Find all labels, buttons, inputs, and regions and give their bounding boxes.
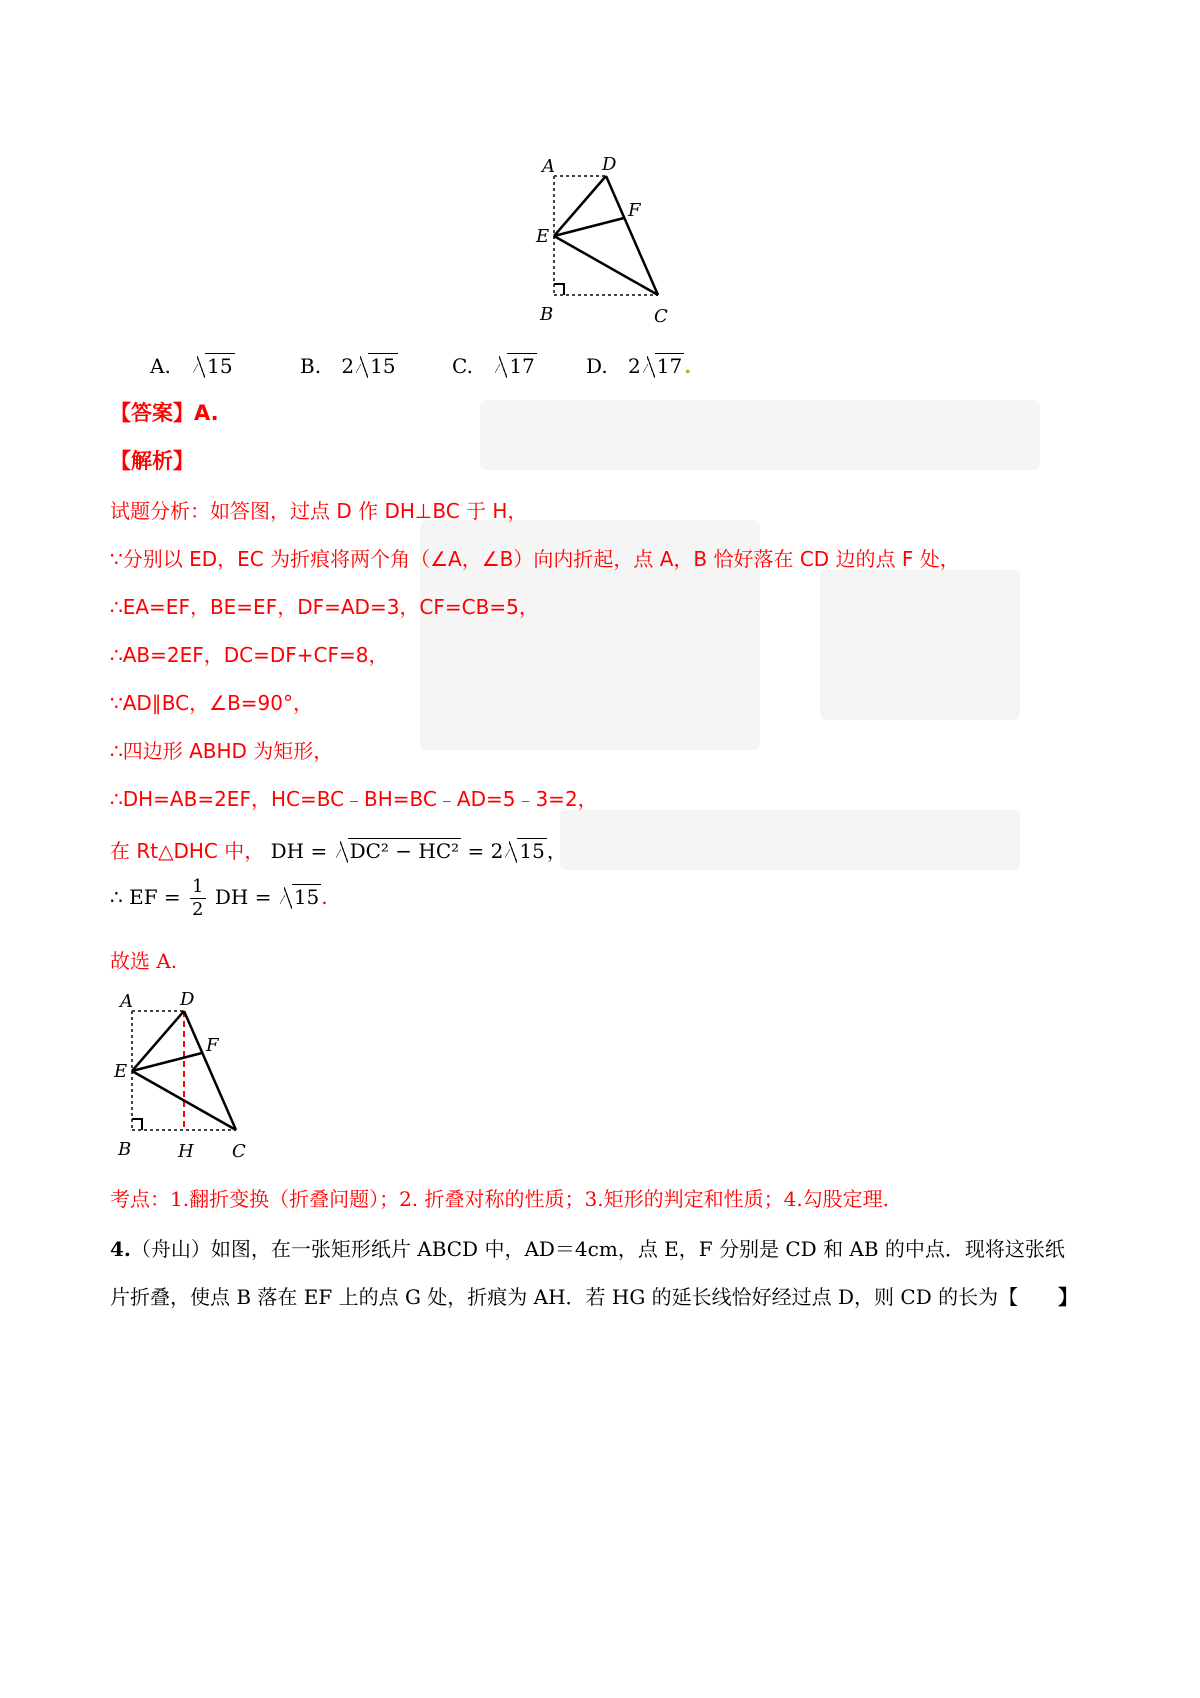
analysis-line-7: ∴DH=AB=2EF，HC=BC﹣BH=BC﹣AD=5﹣3=2， (110, 787, 598, 811)
label-a: A (120, 991, 133, 1012)
analysis-line-4: ∴AB=2EF，DC=DF+CF=8， (110, 643, 389, 667)
kaodian-line: 考点：1.翻折变换（折叠问题）；2. 折叠对称的性质；3.矩形的判定和性质；4.勾股定理. (110, 1187, 890, 1211)
watermark (820, 570, 1020, 720)
choice-radical (356, 354, 397, 378)
formula-tail: ， (546, 839, 567, 863)
label-e: E (114, 1061, 128, 1082)
label-f: F (628, 200, 641, 221)
choice-letter: B. (300, 354, 322, 378)
segment-ed (132, 1011, 184, 1071)
fraction-numerator: 1 (192, 876, 204, 897)
formula-prefix: ∴ (110, 885, 123, 909)
label-c: C (232, 1141, 246, 1162)
fraction-one-half (190, 876, 205, 921)
choice-d (586, 354, 691, 378)
formula-radical (280, 885, 321, 909)
choice-letter: C. (452, 354, 473, 378)
label-d: D (180, 989, 195, 1010)
choice-radical (495, 354, 536, 378)
formula-result-radicand: 15 (519, 839, 545, 863)
segment-dc (184, 1011, 236, 1130)
question-4-line-2 (110, 1281, 1078, 1310)
choice-c (452, 354, 537, 378)
figure-1-diagram (530, 150, 690, 335)
label-b: B (118, 1139, 132, 1160)
label-f: F (206, 1035, 219, 1056)
conclusion-line: 故选 A. (110, 949, 178, 973)
label-c: C (654, 306, 668, 327)
choice-radical (643, 354, 684, 378)
label-b: B (540, 304, 554, 325)
choice-radicand: 15 (207, 354, 233, 378)
answer-label: 【答案】 (110, 401, 194, 425)
choice-coef: 2 (628, 354, 641, 378)
analysis-line-6: ∴四边形 ABHD 为矩形， (110, 739, 334, 763)
analysis-line-3: ∴EA=EF，BE=EF，DF=AD=3，CF=CB=5， (110, 595, 539, 619)
choice-radical (193, 354, 234, 378)
question-4-line-1 (110, 1233, 1065, 1262)
label-h: H (178, 1141, 194, 1162)
figure-2-diagram (108, 985, 268, 1170)
right-angle-mark (132, 1119, 142, 1130)
formula-dh (110, 835, 567, 864)
label-e: E (536, 226, 550, 247)
analysis-line-2: ∵分别以 ED，EC 为折痕将两个角（∠A，∠B）向内折起，点 A，B 恰好落在 CD 边的点 F 处， (110, 547, 960, 571)
formula-prefix: 在 Rt△DHC 中， (110, 839, 265, 863)
analysis-label: 【解析】 (110, 449, 194, 473)
analysis-line-1: 试题分析：如答图，过点 D 作 DH⊥BC 于 H， (110, 499, 528, 523)
choice-tail: . (684, 354, 692, 378)
segment-ef (132, 1053, 202, 1071)
formula-middle: DH = (214, 885, 272, 909)
label-d: D (602, 154, 617, 175)
analysis-line-5: ∵AD∥BC，∠B=90°， (110, 691, 313, 715)
bracket-close: 】 (1058, 1285, 1079, 1309)
formula-tail: . (321, 885, 328, 909)
formula-radicand: 15 (293, 885, 320, 909)
choice-radicand: 17 (509, 354, 535, 378)
formula-ef (110, 876, 328, 921)
formula-equals: = 2 (467, 839, 504, 863)
choice-letter: A. (150, 354, 171, 378)
formula-result-radical (505, 839, 546, 863)
fraction-denominator: 2 (192, 899, 204, 920)
formula-radical (336, 839, 462, 863)
formula-lhs: EF = (129, 885, 181, 909)
question-text-1: （舟山）如图，在一张矩形纸片 ABCD 中，AD＝4cm，点 E，F 分别是 CD 和 AB 的中点．现将这张纸 (130, 1237, 1065, 1261)
choice-letter: D. (586, 354, 608, 378)
question-text-2: 片折叠，使点 B 落在 EF 上的点 G 处，折痕为 AH．若 HG 的延长线恰好经过点 D，则 CD 的长为【 (110, 1285, 1019, 1309)
formula-lhs: DH = (270, 839, 328, 863)
choice-radicand: 15 (370, 354, 396, 378)
choice-radicand: 17 (656, 354, 683, 378)
formula-radicand: DC² − HC² (349, 839, 460, 863)
watermark (560, 810, 1020, 870)
question-number: 4. (110, 1237, 131, 1261)
choice-coef: 2 (341, 354, 355, 378)
choice-b (300, 354, 398, 378)
label-a: A (542, 156, 555, 177)
watermark (480, 400, 1040, 470)
answer-value: A. (194, 401, 219, 425)
answer-line (110, 397, 219, 427)
choice-a (150, 354, 235, 378)
